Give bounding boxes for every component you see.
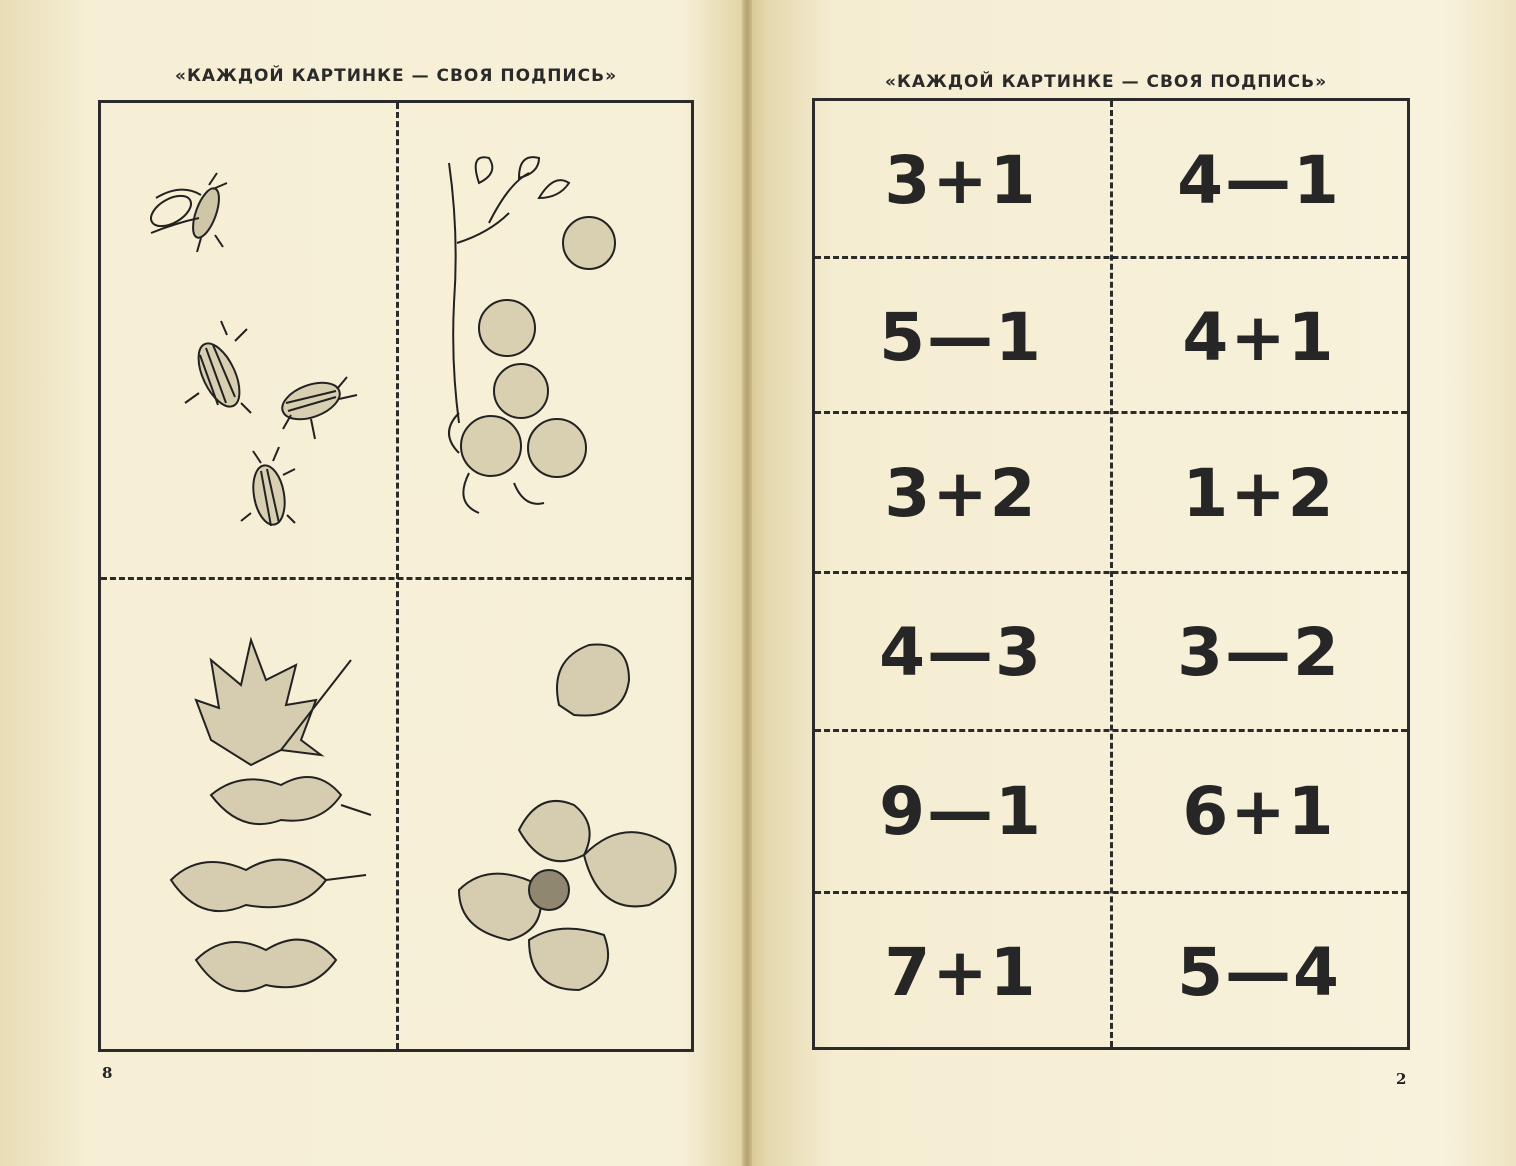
expression-text: 9—1 <box>879 772 1043 850</box>
picture-cell-apples <box>399 103 694 577</box>
expression-text: 5—4 <box>1177 933 1341 1011</box>
expression-card <box>815 573 1107 731</box>
expression-text: 7+1 <box>884 933 1038 1011</box>
expression-card <box>815 732 1107 890</box>
expression-text: 3+2 <box>884 454 1038 532</box>
nuts-icon <box>399 580 694 1050</box>
expression-card <box>815 414 1107 572</box>
page-number: 8 <box>102 1064 113 1082</box>
right-page <box>750 0 1516 1166</box>
expression-text: 4—1 <box>1177 141 1341 219</box>
expression-text: 1+2 <box>1182 454 1336 532</box>
picture-cell-beetles <box>101 103 396 577</box>
expression-text: 5—1 <box>879 298 1043 376</box>
expression-card <box>815 101 1107 259</box>
page-header: «КАЖДОЙ КАРТИНКЕ — СВОЯ ПОДПИСЬ» <box>885 72 1328 92</box>
apple-branch-icon <box>399 103 694 577</box>
expression-text: 3+1 <box>884 141 1038 219</box>
picture-cell-leaves <box>101 580 396 1050</box>
expression-card <box>1113 893 1405 1051</box>
expression-text: 4—3 <box>879 613 1043 691</box>
expression-card <box>1113 732 1405 890</box>
page-number: 2 <box>1396 1070 1407 1088</box>
expression-card <box>815 258 1107 416</box>
picture-cell-nuts <box>399 580 694 1050</box>
leaves-icon <box>101 580 396 1050</box>
expression-card <box>1113 101 1405 259</box>
page-header: «КАЖДОЙ КАРТИНКЕ — СВОЯ ПОДПИСЬ» <box>175 66 618 86</box>
picture-grid <box>98 100 694 1052</box>
expression-cards-table <box>812 98 1410 1050</box>
expression-card <box>815 893 1107 1051</box>
expression-text: 3—2 <box>1177 613 1341 691</box>
beetles-icon <box>101 103 396 577</box>
expression-text: 6+1 <box>1182 772 1336 850</box>
left-page <box>0 0 745 1166</box>
expression-card <box>1113 414 1405 572</box>
expression-text: 4+1 <box>1182 298 1336 376</box>
expression-card <box>1113 258 1405 416</box>
expression-card <box>1113 573 1405 731</box>
